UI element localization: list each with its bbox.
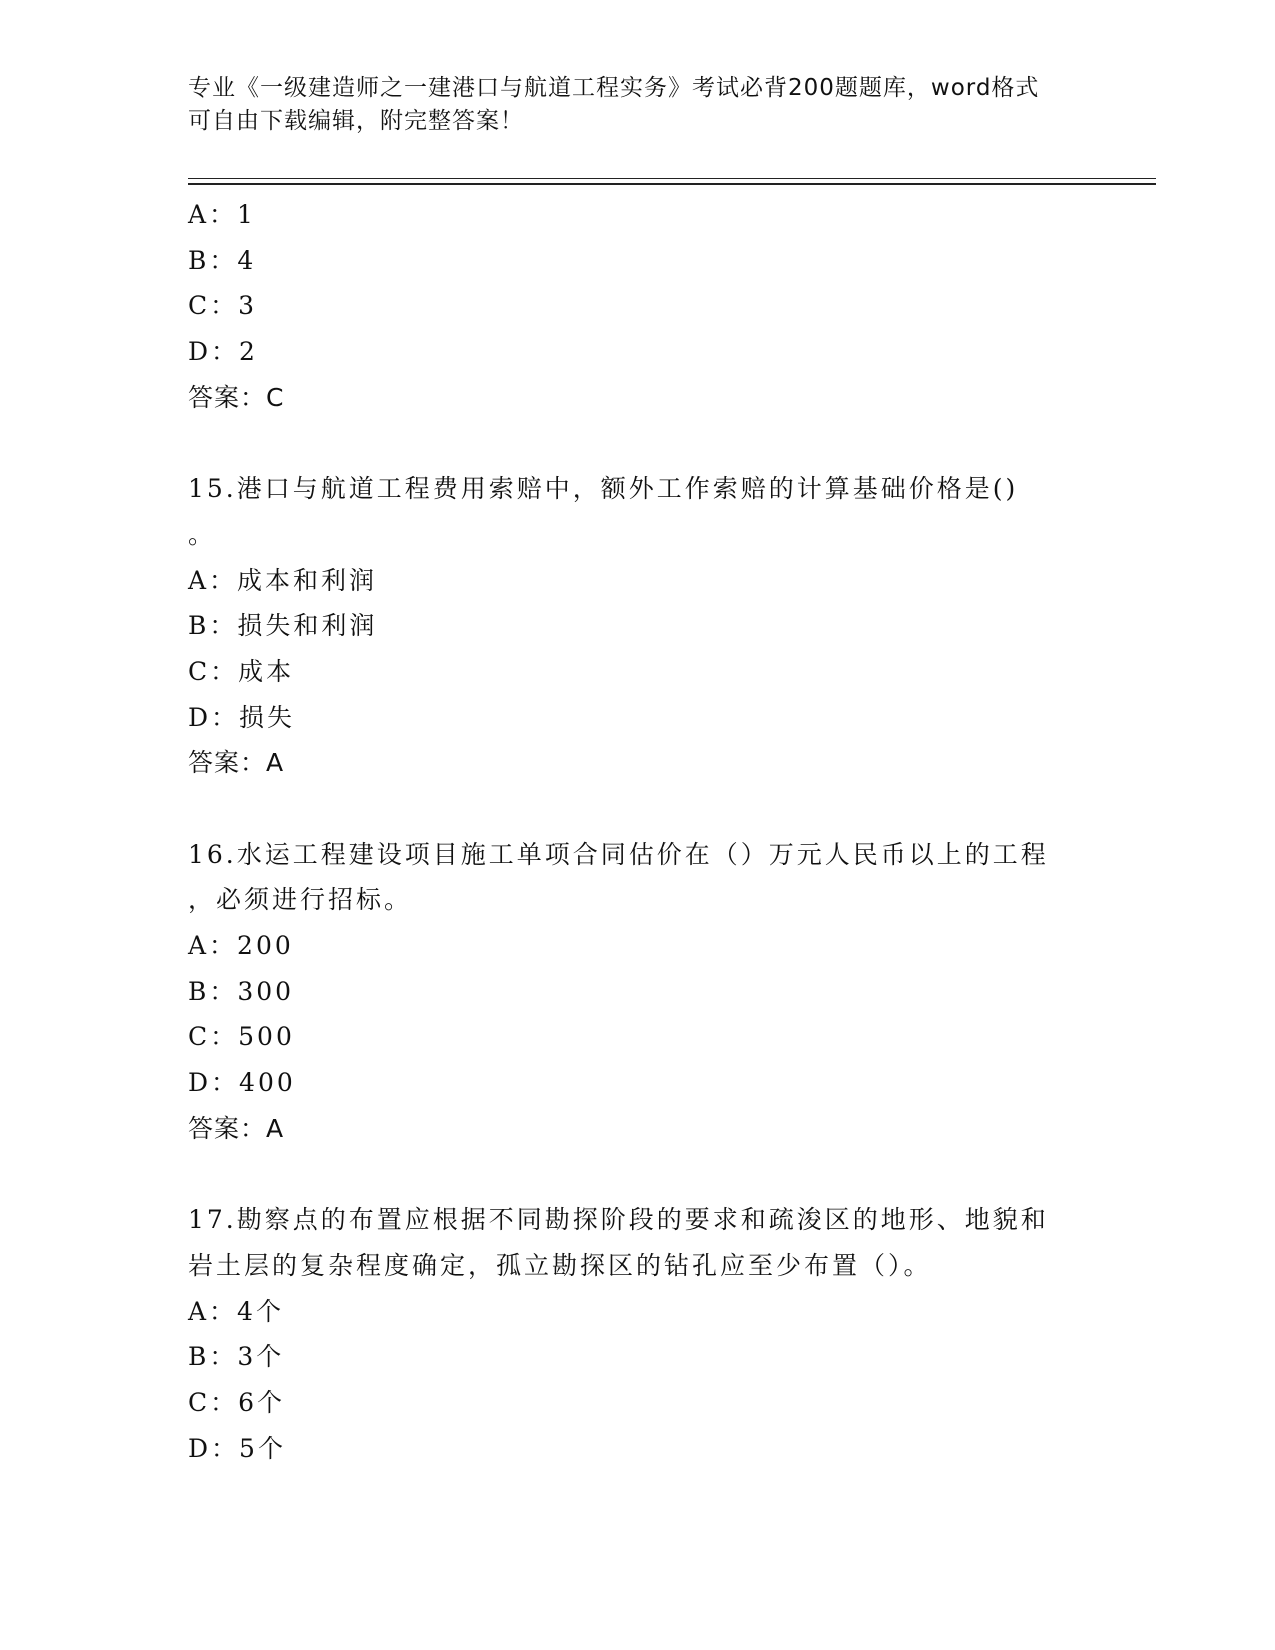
question-stem-line-2: ，必须进行招标。 — [188, 885, 413, 915]
question-stem-line-2: 岩土层的复杂程度确定，孤立勘探区的钻孔应至少布置（）。 — [188, 1250, 932, 1280]
question-stem-line-1: 15.港口与航道工程费用索赔中，额外工作索赔的计算基础价格是() — [188, 474, 1019, 504]
document-header — [188, 72, 1068, 138]
option-b: B：3个 — [188, 1342, 285, 1372]
option-a: A：200 — [188, 931, 294, 961]
question-15 — [188, 466, 1088, 786]
header-line-2: 可自由下载编辑，附完整答案！ — [188, 108, 524, 134]
header-line-1: 专业《一级建造师之一建港口与航道工程实务》考试必背200题题库，word格式 — [188, 75, 1040, 101]
option-a: A：4个 — [188, 1296, 284, 1326]
option-d: D：400 — [188, 1068, 296, 1098]
spacer — [188, 1152, 1088, 1198]
option-a: A：1 — [188, 200, 256, 229]
answer: 答案：A — [188, 748, 285, 778]
option-c: C：6个 — [188, 1387, 286, 1417]
question-list — [188, 192, 1088, 1471]
option-a: A：成本和利润 — [188, 565, 378, 595]
option-d: D：损失 — [188, 702, 296, 732]
option-d: D：2 — [188, 337, 258, 367]
question-stem-line-1: 17.勘察点的布置应根据不同勘探阶段的要求和疏浚区的地形、地貌和 — [188, 1205, 1049, 1235]
question-17 — [188, 1197, 1088, 1471]
header-divider-thick — [188, 183, 1156, 185]
option-c: C：3 — [188, 291, 258, 321]
option-b: B：4 — [188, 245, 257, 275]
spacer — [188, 420, 1088, 466]
question-stem-line-2: 。 — [188, 519, 217, 549]
spacer — [188, 786, 1088, 832]
option-b: B：300 — [188, 976, 295, 1006]
question-stem-line-1: 16.水运工程建设项目施工单项合同估价在（）万元人民币以上的工程 — [188, 839, 1049, 869]
option-b: B：损失和利润 — [188, 611, 378, 641]
answer: 答案：A — [188, 1113, 285, 1143]
answer: 答案：C — [188, 382, 285, 412]
header-divider-thin — [188, 178, 1156, 179]
option-d: D：5个 — [188, 1433, 286, 1463]
option-c: C：500 — [188, 1022, 295, 1052]
option-c: C：成本 — [188, 656, 295, 686]
question-14 — [188, 192, 1088, 420]
question-16 — [188, 832, 1088, 1152]
